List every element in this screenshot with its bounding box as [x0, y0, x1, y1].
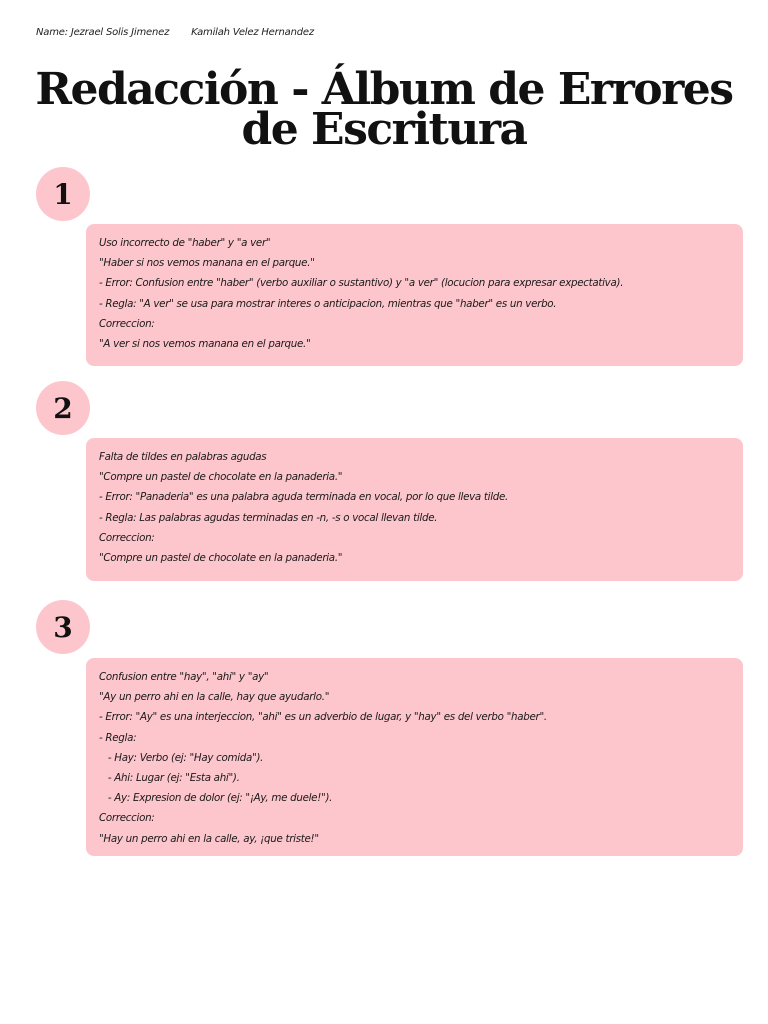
section-1-correction: "A ver si nos vemos manana en el parque." — [99, 338, 311, 351]
section-card-2 — [86, 438, 743, 581]
section-number-badge-3 — [36, 600, 90, 654]
page-title — [0, 64, 768, 155]
section-2-correction-label: Correccion: — [99, 531, 155, 544]
section-card-1 — [86, 224, 743, 366]
section-1-heading: Uso incorrecto de "haber" y "a ver" — [99, 237, 271, 249]
section-3-correction: "Hay un perro ahi en la calle, ay, ¡que triste!" — [99, 832, 319, 845]
section-3-correction-label: Correccion: — [99, 812, 155, 825]
section-3-rule-ay: - Ay: Expresion de dolor (ej: "¡Ay, me duele!"). — [99, 792, 333, 805]
section-3-rule-label: - Regla: — [99, 731, 137, 744]
section-3-heading: Confusion entre "hay", "ahi" y "ay" — [99, 671, 269, 683]
author-name-2: Kamilah Velez Hernandez — [191, 27, 314, 38]
section-number-3: 3 — [53, 610, 73, 644]
section-2-rule: - Regla: Las palabras agudas terminadas en -n, -s o vocal llevan tilde. — [99, 511, 438, 524]
section-1-example: "Haber si nos vemos manana en el parque." — [99, 257, 315, 270]
page-title-line-1: Redacción - Álbum de Errores — [35, 64, 733, 115]
section-number-2: 2 — [53, 391, 73, 425]
section-2-correction: "Compre un pastel de chocolate en la panaderia." — [99, 552, 343, 565]
section-number-1: 1 — [53, 177, 73, 211]
section-3-rule-hay: - Hay: Verbo (ej: "Hay comida"). — [99, 751, 264, 764]
section-1-rule: - Regla: "A ver" se usa para mostrar interes o anticipacion, mientras que "haber" es un verbo. — [99, 297, 557, 310]
section-2-example: "Compre un pastel de chocolate en la panaderia." — [99, 471, 343, 484]
section-number-badge-2 — [36, 381, 90, 435]
section-3-rule-ahi: - Ahi: Lugar (ej: "Esta ahi"). — [99, 772, 240, 785]
author-name-1: Name: Jezrael Solis Jimenez — [36, 27, 170, 38]
section-3-example: "Ay un perro ahi en la calle, hay que ayudarlo." — [99, 691, 330, 704]
section-3-error: - Error: "Ay" es una interjeccion, "ahi" es un adverbio de lugar, y "hay" es del verbo "haber". — [99, 711, 547, 724]
author-names — [36, 27, 314, 38]
section-2-error: - Error: "Panaderia" es una palabra aguda terminada en vocal, por lo que lleva tilde. — [99, 491, 509, 504]
page-title-line-2: de Escritura — [241, 104, 527, 155]
section-card-3 — [86, 658, 743, 856]
section-1-error: - Error: Confusion entre "haber" (verbo auxiliar o sustantivo) y "a ver" (locucion para expresar expectativa). — [99, 277, 624, 290]
section-number-badge-1 — [36, 167, 90, 221]
section-1-correction-label: Correccion: — [99, 317, 155, 330]
section-2-heading: Falta de tildes en palabras agudas — [99, 451, 267, 463]
